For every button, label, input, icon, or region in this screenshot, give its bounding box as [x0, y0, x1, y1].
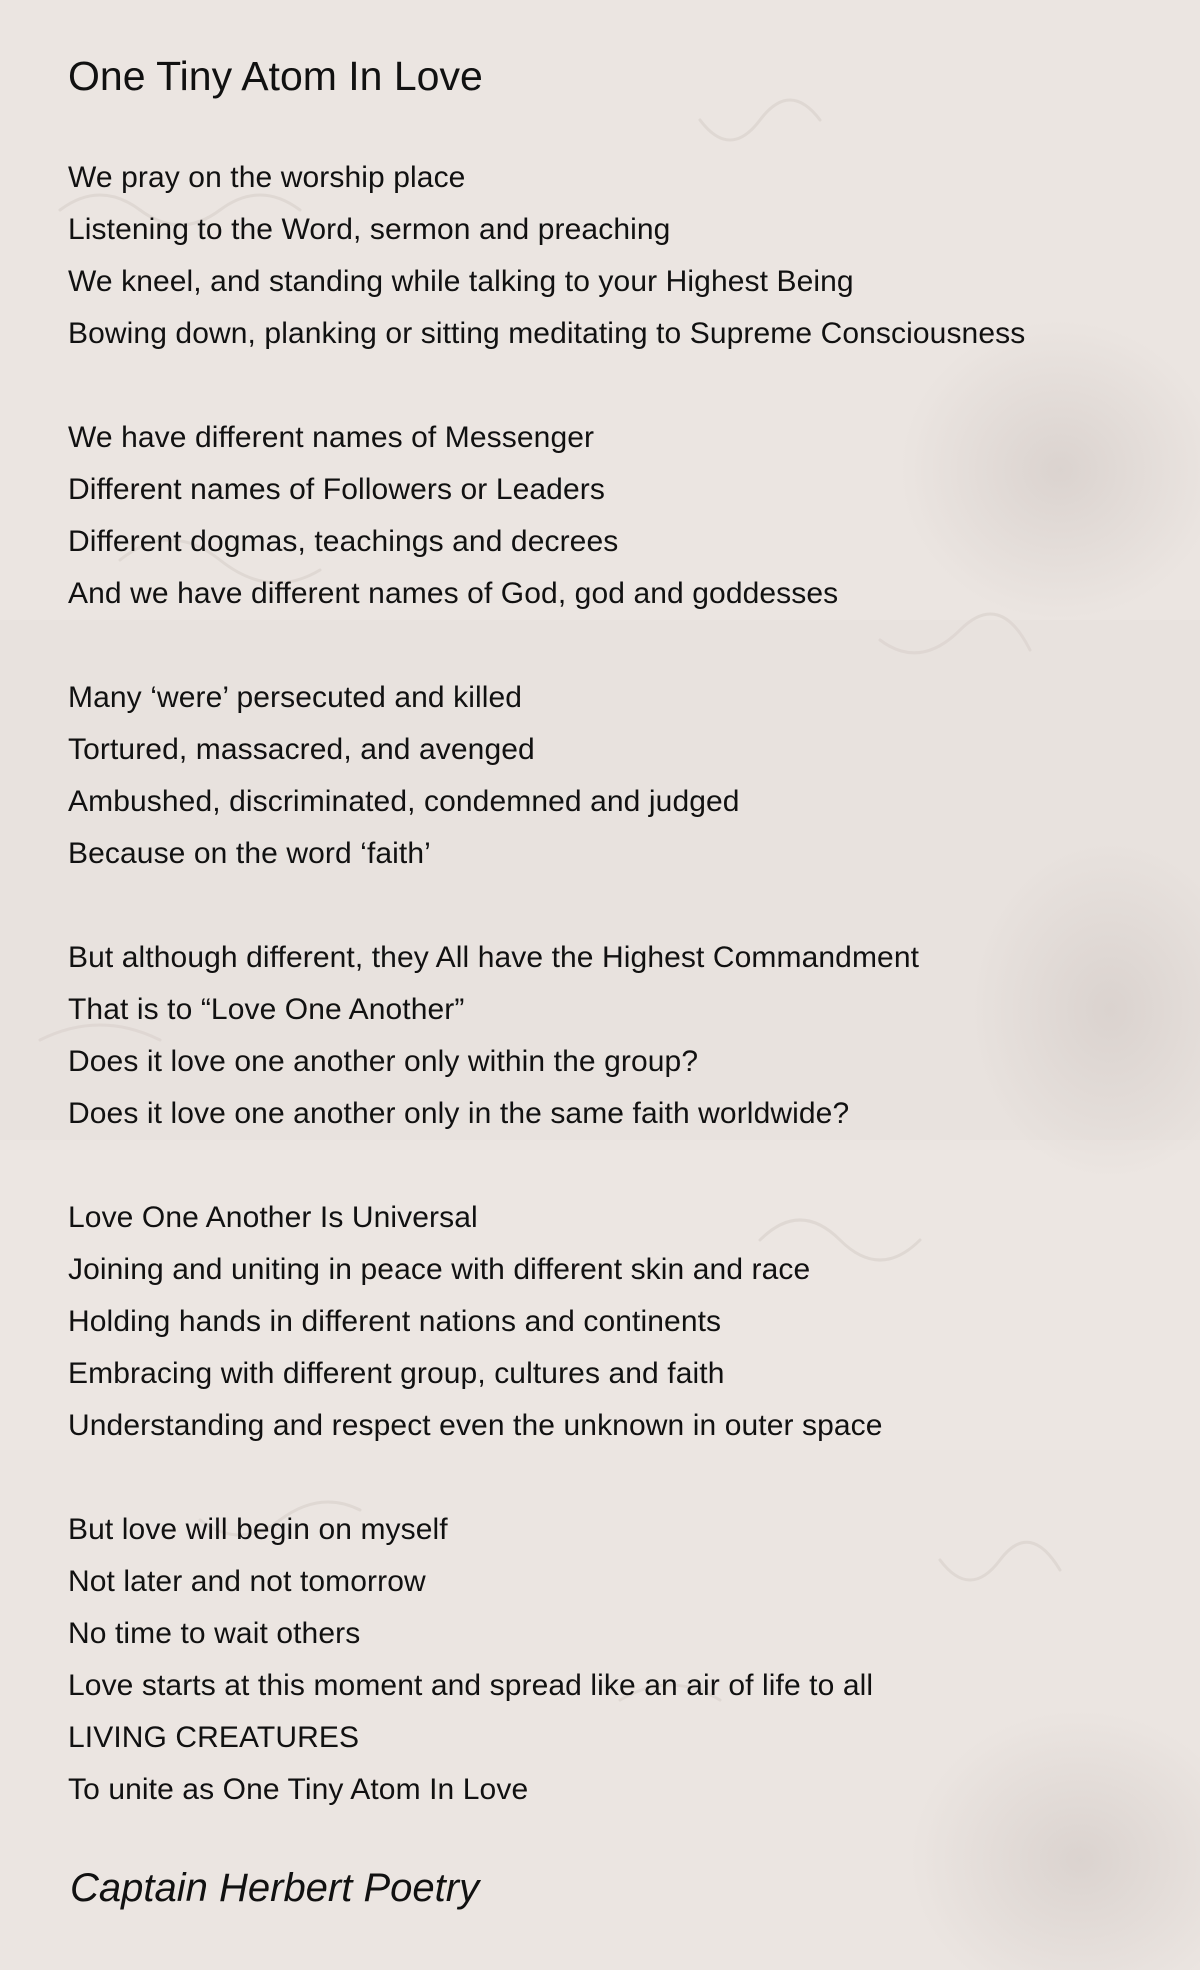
poem-body: [68, 152, 1193, 1816]
poem-line: And we have different names of God, god and goddesses: [68, 577, 839, 610]
poem-line: Listening to the Word, sermon and preaching: [68, 213, 671, 246]
poem-line: We kneel, and standing while talking to your Highest Being: [68, 265, 854, 298]
poem-line: Does it love one another only within the group?: [68, 1045, 699, 1078]
stanza: [68, 932, 1193, 1140]
poem-line: We have different names of Messenger: [68, 421, 595, 454]
stanza: [68, 152, 1193, 360]
poem-line: Does it love one another only in the same faith worldwide?: [68, 1097, 850, 1130]
stanza: [68, 412, 1193, 620]
poem-line: To unite as One Tiny Atom In Love: [68, 1773, 529, 1806]
author-signature: Captain Herbert Poetry: [70, 1866, 480, 1910]
poem-line: Because on the word ‘faith’: [68, 837, 431, 870]
poem-line: Ambushed, discriminated, condemned and judged: [68, 785, 740, 818]
stanza: [68, 1504, 1193, 1816]
poem-line: Different dogmas, teachings and decrees: [68, 525, 619, 558]
poem-line: Many ‘were’ persecuted and killed: [68, 681, 523, 714]
poem-line: Joining and uniting in peace with different skin and race: [68, 1253, 811, 1286]
poem-title: One Tiny Atom In Love: [68, 53, 483, 99]
stanza: [68, 1192, 1193, 1452]
poem-line: That is to “Love One Another”: [68, 993, 465, 1026]
poem-line: Tortured, massacred, and avenged: [68, 733, 535, 766]
poem-line: Holding hands in different nations and continents: [68, 1305, 722, 1338]
stanza: [68, 672, 1193, 880]
poem-line: Different names of Followers or Leaders: [68, 473, 605, 506]
poem-line: No time to wait others: [68, 1617, 361, 1650]
poem-line: Bowing down, planking or sitting meditating to Supreme Consciousness: [68, 317, 1026, 350]
poem-line: Understanding and respect even the unknown in outer space: [68, 1409, 883, 1442]
poem-line: But love will begin on myself: [68, 1513, 448, 1546]
poem-line: LIVING CREATURES: [68, 1721, 360, 1754]
poem-line: Not later and not tomorrow: [68, 1565, 426, 1598]
poem-line: But although different, they All have the Highest Commandment: [68, 941, 920, 974]
poem-line: Love One Another Is Universal: [68, 1201, 478, 1234]
poem-line: Love starts at this moment and spread like an air of life to all: [68, 1669, 874, 1702]
poem-line: Embracing with different group, cultures and faith: [68, 1357, 725, 1390]
poem-container: [68, 52, 1193, 1868]
poem-line: We pray on the worship place: [68, 161, 466, 194]
